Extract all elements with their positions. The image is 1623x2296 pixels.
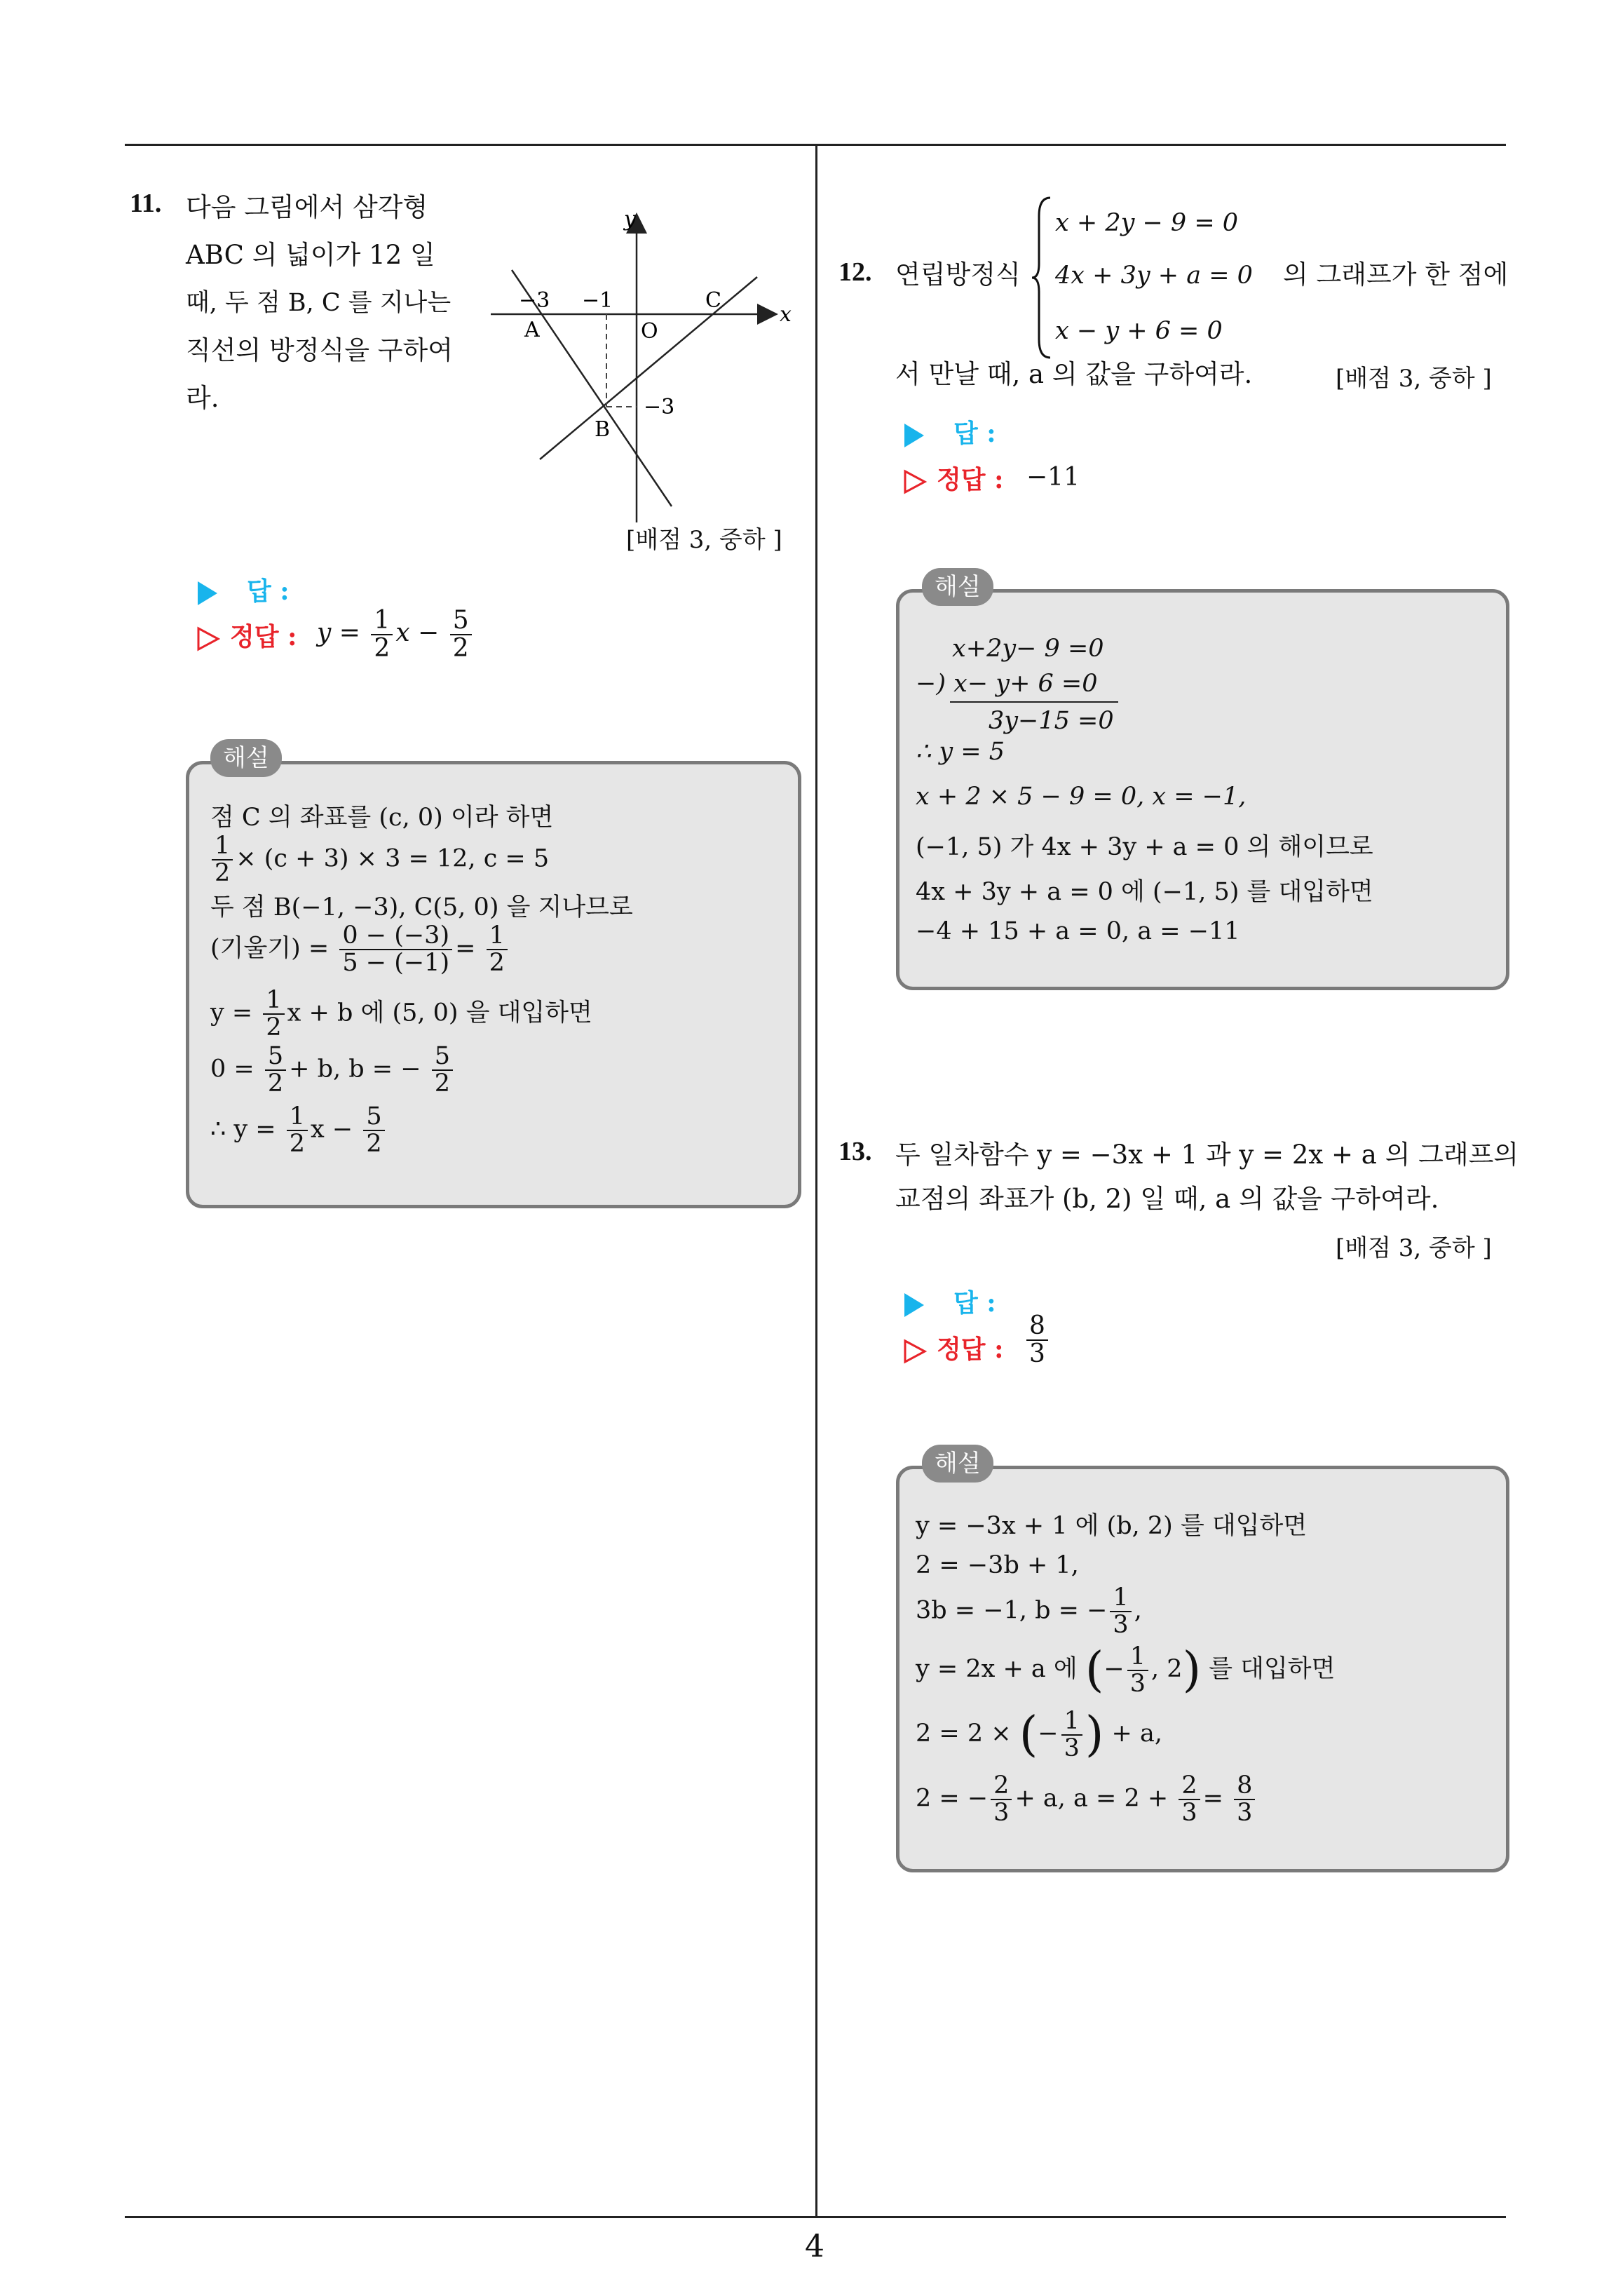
play-outline-icon: [903, 1339, 927, 1364]
sol-text: 3b = −1, b = −: [916, 1596, 1108, 1625]
q12-sol-line: −) x− y+ 6 =0: [916, 670, 1098, 698]
q13-sol-line: 2 = −3b + 1,: [916, 1551, 1079, 1579]
tick-minus3: −3: [519, 288, 550, 313]
denominator: 2: [215, 858, 231, 887]
q11-line: 때, 두 점 B, C 를 지나는: [186, 289, 451, 317]
denominator: 3: [1113, 1610, 1129, 1639]
fraction: [339, 923, 452, 976]
system-eq-1: x + 2y − 9 = 0: [1055, 209, 1239, 237]
q11-sol-line: [210, 923, 510, 976]
numerator: 1: [371, 607, 393, 635]
column-divider: [815, 144, 817, 2218]
q13-line2: 교점의 좌표가 (b, 2) 일 때, a 의 값을 구하여라.: [895, 1184, 1439, 1214]
fraction: [487, 923, 508, 976]
denominator: 2: [267, 1069, 284, 1098]
point-b-label: B: [595, 417, 611, 442]
sol-text: + b, b = −: [289, 1055, 421, 1083]
point-a-label: A: [524, 318, 540, 342]
q12-sol-line: (−1, 5) 가 4x + 3y + a = 0 의 해이므로: [916, 833, 1373, 861]
denominator: 2: [374, 633, 391, 663]
fraction: [1179, 1773, 1200, 1826]
q12-sol-line: 3y−15 =0: [989, 707, 1114, 735]
denominator: 5 − (−1): [342, 948, 450, 977]
q11-answer-row: [198, 572, 290, 607]
paren-open: (: [1019, 1707, 1038, 1762]
q13-sol-line: [916, 1773, 1258, 1826]
sol-text: y =: [210, 999, 253, 1027]
q13-line1: 두 일차함수 y = −3x + 1 과 y = 2x + a 의 그래프의: [895, 1140, 1519, 1170]
q11-sol-line: 점 C 의 좌표를 (c, 0) 이라 하면: [210, 804, 554, 832]
q12-correct-answer: −11: [1026, 463, 1080, 492]
numerator: 5: [265, 1044, 286, 1071]
sol-text: 를 대입하면: [1209, 1655, 1336, 1683]
tick-minus1: −1: [582, 288, 613, 313]
sol-text: 0 =: [210, 1055, 254, 1083]
denominator: 3: [1237, 1798, 1253, 1827]
play-outline-icon: [196, 626, 220, 651]
play-icon: [904, 424, 924, 447]
q13-sol-line: y = −3x + 1 에 (b, 2) 를 대입하면: [916, 1512, 1308, 1540]
play-icon: [904, 1293, 924, 1317]
bottom-rule: [125, 2216, 1506, 2218]
q13-sol-line: [916, 1585, 1142, 1638]
numerator: 0 − (−3): [339, 923, 452, 950]
sol-text: 2 = −: [916, 1784, 989, 1813]
q11-line: 직선의 방정식을 구하여: [186, 335, 453, 365]
sol-text: ,: [1134, 1596, 1142, 1625]
fraction: [287, 1104, 308, 1157]
correct-label: 정답 :: [937, 1335, 1004, 1364]
play-outline-icon: [903, 469, 927, 494]
q13-answer-row: [904, 1283, 996, 1319]
fraction: [1234, 1773, 1255, 1826]
question-12-number: 12.: [838, 257, 872, 287]
play-icon: [198, 581, 217, 605]
fraction: [1127, 1644, 1148, 1697]
q12-solution-tag: 해설: [922, 568, 993, 606]
numerator: 8: [1234, 1773, 1255, 1800]
numerator: 1: [1127, 1644, 1148, 1671]
correct-label: 정답 :: [230, 622, 297, 651]
y-axis-label: y: [624, 207, 636, 231]
origin-label: O: [641, 319, 658, 344]
sol-text: , 2: [1151, 1655, 1183, 1683]
numerator: 5: [432, 1044, 453, 1071]
sol-text: × (c + 3) × 3 = 12, c = 5: [236, 844, 550, 873]
numerator: 1: [1061, 1708, 1082, 1736]
x-axis-label: x: [780, 302, 792, 327]
numerator: 1: [1110, 1585, 1131, 1612]
paren-open: (: [1085, 1642, 1104, 1698]
q12-sol-line: x + 2 × 5 − 9 = 0, x = −1,: [916, 783, 1247, 811]
fraction: [450, 607, 472, 662]
q11-sol-line: [210, 987, 592, 1041]
numerator: 8: [1026, 1313, 1048, 1341]
fraction: [363, 1104, 384, 1157]
paren-close: ): [1182, 1642, 1202, 1698]
numerator: 2: [1179, 1773, 1200, 1800]
denominator: 3: [1129, 1669, 1146, 1698]
numerator: 2: [991, 1773, 1012, 1800]
q11-line: 다음 그림에서 삼각형: [186, 192, 428, 222]
q12-suffix: 의 그래프가 한 점에: [1283, 259, 1509, 290]
q11-line: ABC 의 넓이가 12 일: [186, 240, 435, 270]
numerator: 5: [363, 1104, 384, 1131]
q13-sol-line: [916, 1642, 1335, 1698]
sol-text: −: [1103, 1655, 1125, 1683]
denominator: 2: [452, 633, 469, 663]
numerator: 1: [263, 987, 284, 1015]
q11-correct-answer: [317, 607, 475, 662]
fraction: [432, 1044, 453, 1097]
denominator: 3: [1064, 1734, 1080, 1762]
page-number: 4: [805, 2229, 824, 2264]
q12-sol-line: x+2y− 9 =0: [952, 635, 1104, 663]
q11-sol-line: [209, 833, 549, 886]
fraction: [265, 1044, 286, 1097]
numerator: 1: [487, 923, 508, 950]
sol-text: + a, a = 2 +: [1014, 1784, 1169, 1813]
fraction: [263, 987, 284, 1041]
answer-label: 답 :: [953, 1288, 996, 1318]
q13-sol-line: [916, 1707, 1162, 1762]
line-bc: [540, 277, 757, 459]
fraction: [1026, 1313, 1048, 1368]
denominator: 3: [993, 1798, 1010, 1827]
denominator: 2: [489, 948, 505, 977]
denominator: 2: [266, 1013, 282, 1041]
q12-correct-row: [903, 460, 1003, 496]
fraction: [212, 833, 233, 886]
question-11-number: 11.: [130, 189, 162, 218]
system-brace: [1031, 195, 1053, 360]
fraction: [991, 1773, 1012, 1826]
fraction: [1110, 1585, 1131, 1638]
q12-line2: 서 만날 때, a 의 값을 구하여라.: [895, 359, 1253, 389]
sol-text: x −: [311, 1115, 353, 1144]
sol-text: + a,: [1111, 1720, 1162, 1748]
fraction: [371, 607, 393, 662]
q12-sol-line: ∴ y = 5: [916, 738, 1005, 766]
q13-score: [배점 3, 중하 ]: [1336, 1234, 1492, 1262]
q13-correct-answer: [1024, 1313, 1051, 1368]
q12-prefix: 연립방정식: [895, 259, 1021, 290]
question-11-text: [186, 184, 466, 422]
tick-y-minus3: −3: [644, 395, 675, 419]
sol-text: (기울기) =: [210, 934, 330, 963]
ans-lhs: y =: [317, 618, 360, 647]
subtraction-bar: [950, 701, 1118, 703]
q13-correct-row: [903, 1330, 1003, 1365]
numerator: 1: [212, 833, 233, 860]
denominator: 3: [1181, 1798, 1197, 1827]
sol-text: −: [1038, 1720, 1059, 1748]
q11-solution-tag: 해설: [210, 739, 282, 777]
system-eq-3: x − y + 6 = 0: [1055, 317, 1223, 345]
sol-text: y = 2x + a 에: [916, 1655, 1078, 1683]
numerator: 1: [287, 1104, 308, 1131]
q12-sol-line: −4 + 15 + a = 0, a = −11: [916, 917, 1240, 945]
system-eq-2: 4x + 3y + a = 0: [1055, 262, 1253, 290]
fraction: [1061, 1708, 1082, 1762]
q12-answer-row: [904, 414, 996, 450]
question-13-number: 13.: [838, 1137, 872, 1166]
correct-label: 정답 :: [937, 465, 1004, 494]
q11-coordinate-figure: [484, 203, 792, 526]
denominator: 3: [1029, 1339, 1045, 1368]
paren-close: ): [1085, 1707, 1104, 1762]
q12-sol-line: 4x + 3y + a = 0 에 (−1, 5) 를 대입하면: [916, 878, 1373, 906]
denominator: 2: [434, 1069, 450, 1098]
sol-text: =: [1202, 1784, 1223, 1813]
answer-label: 답 :: [953, 419, 996, 448]
q11-sol-line: 두 점 B(−1, −3), C(5, 0) 을 지나므로: [210, 893, 633, 921]
q11-sol-line: [210, 1104, 388, 1157]
denominator: 2: [289, 1129, 306, 1158]
denominator: 2: [366, 1129, 382, 1158]
sol-text: =: [455, 934, 476, 963]
answer-label: 답 :: [247, 576, 290, 606]
sol-text: ∴ y =: [210, 1115, 276, 1144]
point-c-label: C: [705, 288, 721, 313]
q11-line: 라.: [186, 383, 219, 413]
q11-sol-line: [210, 1044, 456, 1097]
q11-correct-row: [196, 617, 297, 653]
numerator: 5: [450, 607, 472, 635]
sol-text: x + b 에 (5, 0) 을 대입하면: [287, 999, 592, 1027]
q11-score: [배점 3, 중하 ]: [626, 526, 782, 554]
sol-text: 2 = 2 ×: [916, 1720, 1012, 1748]
q13-solution-tag: 해설: [922, 1445, 993, 1483]
ans-mid: x −: [395, 618, 440, 647]
q12-score: [배점 3, 중하 ]: [1336, 365, 1492, 393]
